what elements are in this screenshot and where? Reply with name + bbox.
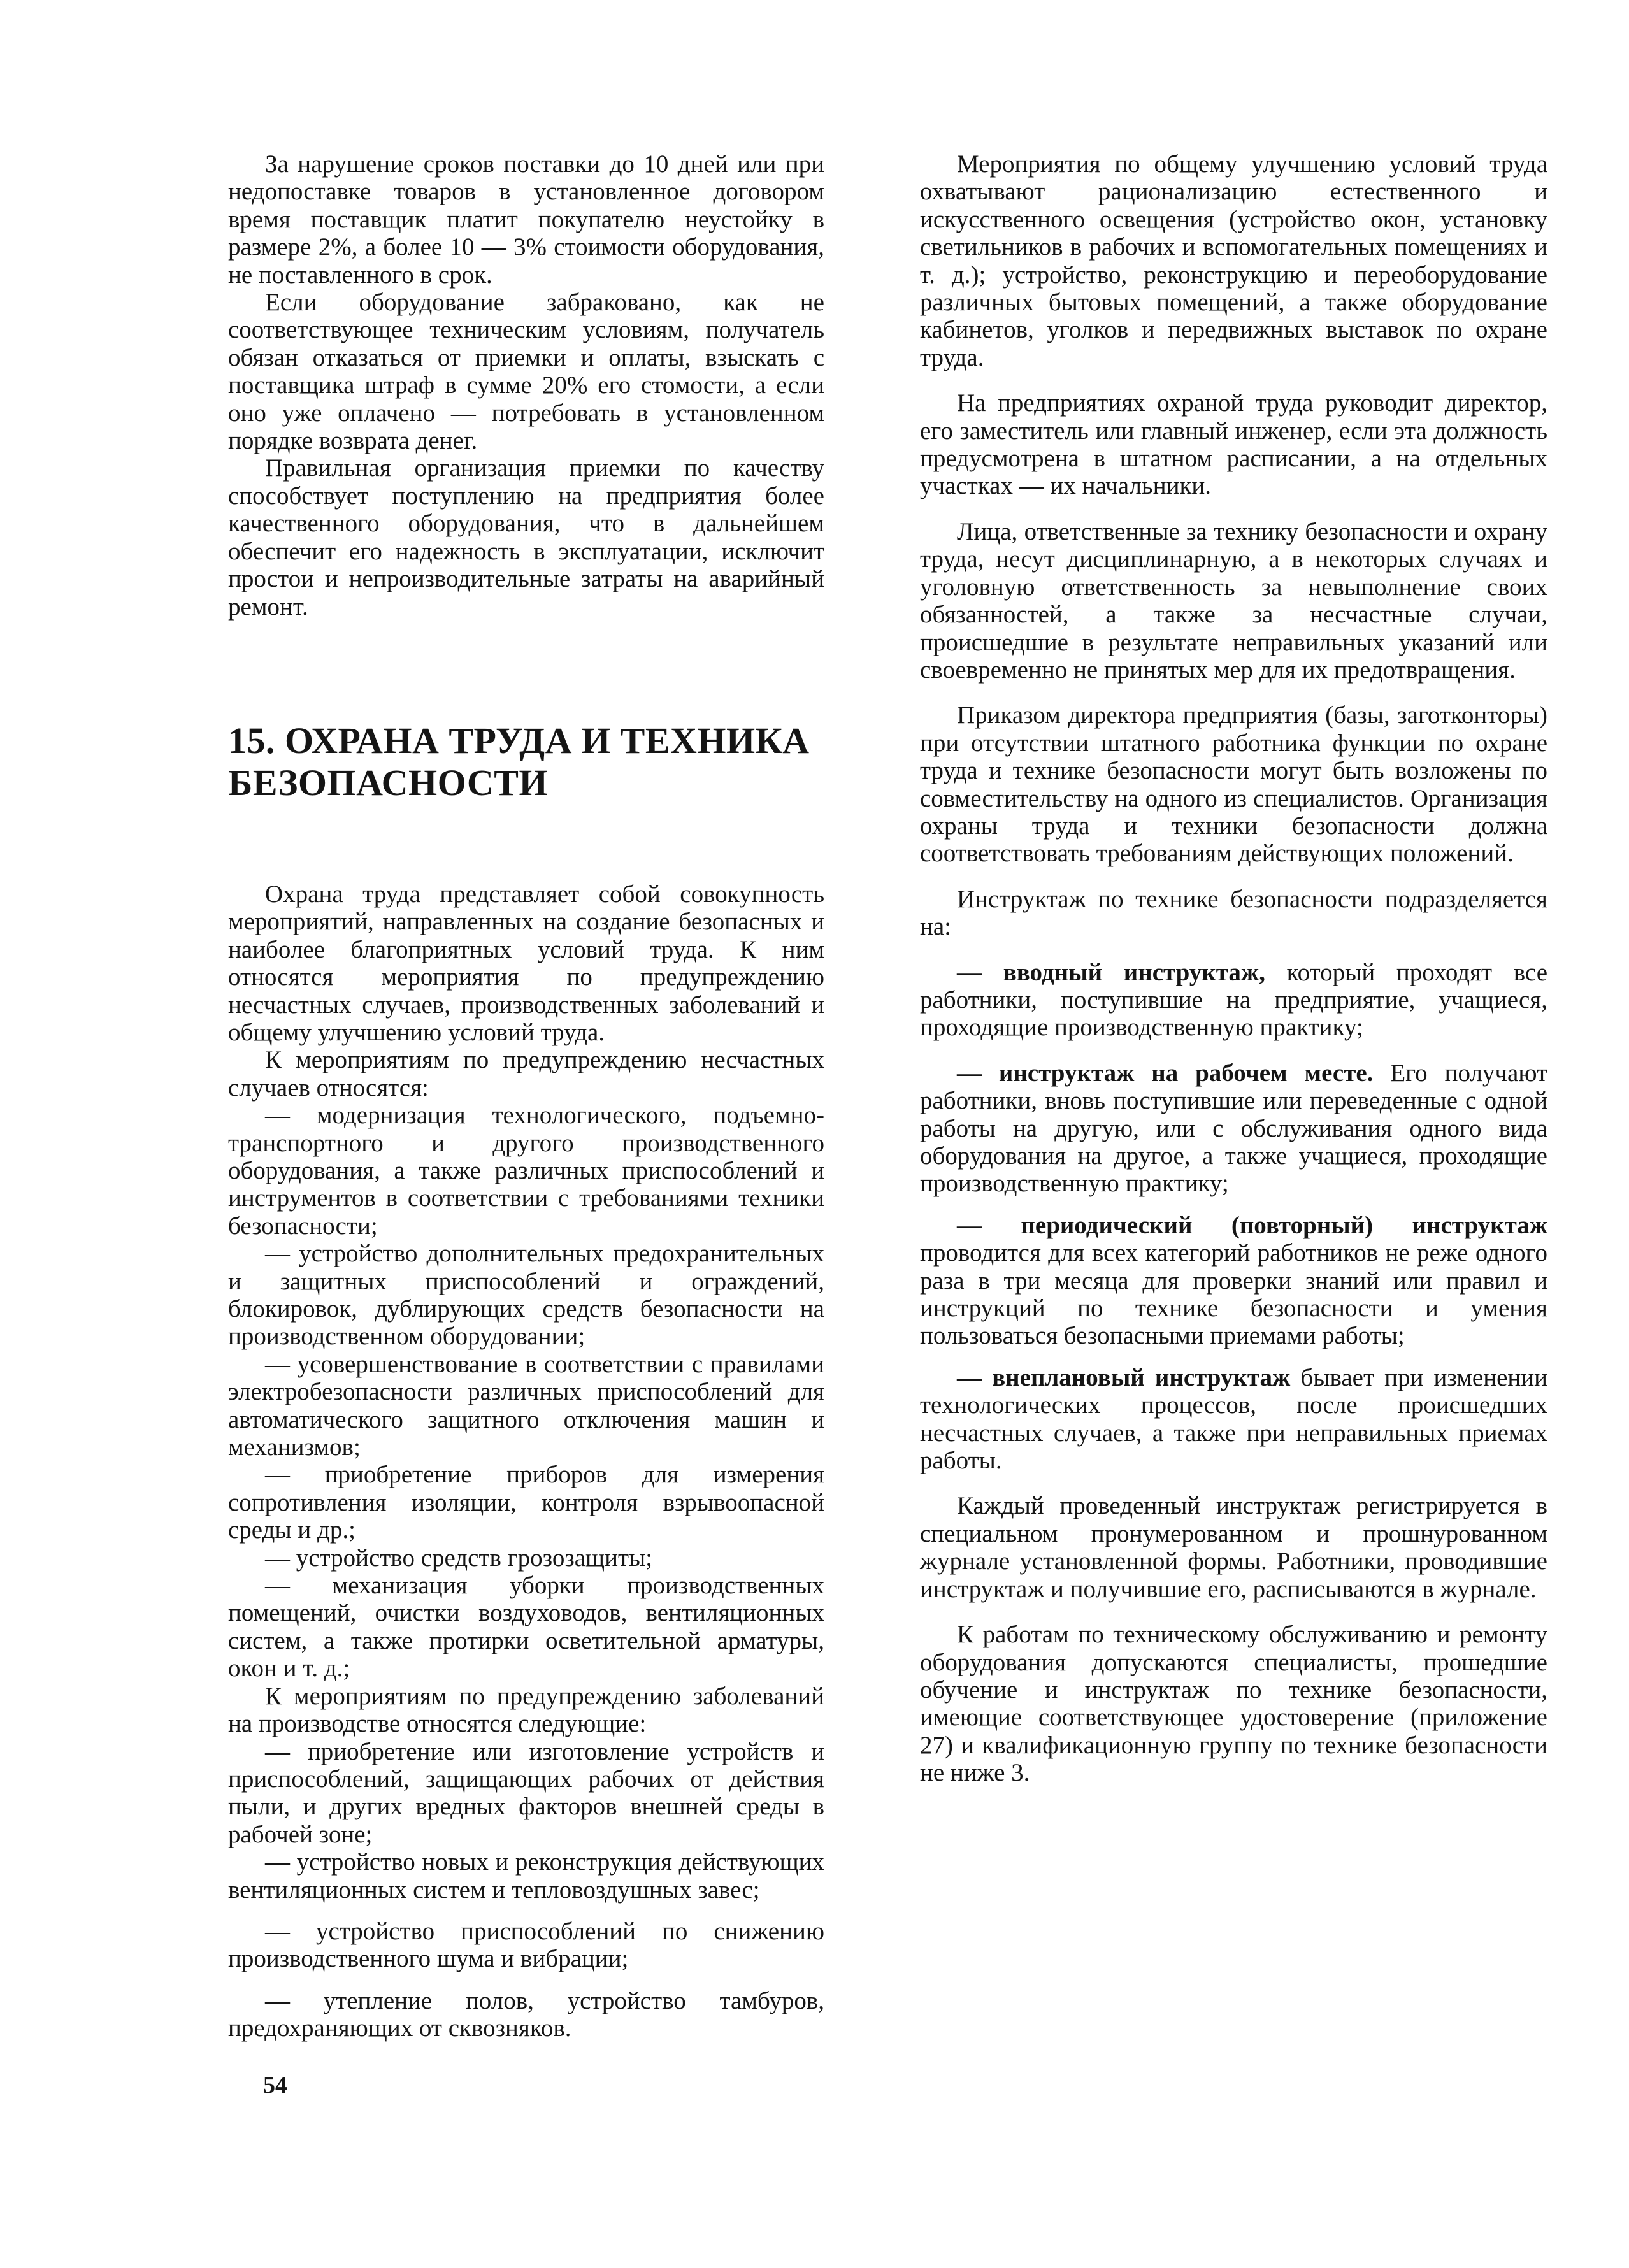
right-column <box>920 150 1547 1787</box>
list-item: — устройство новых и реконструкция действующих вентиляционных систем и тепловоздушных завес; <box>228 1848 824 1904</box>
paragraph: Инструктаж по технике безопасности подразделяется на: <box>920 885 1547 941</box>
briefing-item <box>920 1212 1547 1350</box>
paragraph: Приказом директора предприятия (базы, заготконторы) при отсутствии штатного работника функции по охране труда и технике безопасности могут быть возложены по совместительству на одного из специалистов. Организация охраны труда и техники безопасности должна соответствовать требованиям действующих положений. <box>920 701 1547 868</box>
briefing-item <box>920 1364 1547 1475</box>
briefing-term: — периодический (повторный) инструктаж <box>957 1211 1547 1239</box>
paragraph: Каждый проведенный инструктаж регистрируется в специальном пронумерованном и прошнурованном журнале установленной формы. Работники, проводившие инструктаж и получившие его, расписываются в журнале. <box>920 1492 1547 1603</box>
paragraph: К мероприятиям по предупреждению заболеваний на производстве относятся следующие: <box>228 1682 824 1738</box>
briefing-term: — инструктаж на рабочем месте. <box>957 1059 1374 1087</box>
briefing-text: который проходят все работники, поступившие на предприятие, учащиеся, проходящие производственную практику; <box>920 958 1547 1042</box>
list-item: — приобретение приборов для измерения сопротивления изоляции, контроля взрывоопасной среды и др.; <box>228 1461 824 1544</box>
briefing-term: — вводный инструктаж, <box>957 958 1265 986</box>
list-item: — устройство приспособлений по снижению производственного шума и вибрации; <box>228 1917 824 1973</box>
briefing-text: бывает при изменении технологических процессов, после происшедших несчастных случаев, а также при неправильных приемах работы. <box>920 1363 1547 1475</box>
section-heading <box>228 720 824 804</box>
section-heading-line1: 15. ОХРАНА ТРУДА И ТЕХНИКА <box>228 719 810 761</box>
page-number: 54 <box>263 2072 287 2099</box>
list-item: — усовершенствование в соответствии с правилами электробезопасности различных приспособлений для автоматического защитного отключения машин и механизмов; <box>228 1350 824 1461</box>
list-item: — устройство дополнительных предохранительных и защитных приспособлений и ограждений, блокировок, дублирующих средств безопасности на производственном оборудовании; <box>228 1240 824 1351</box>
paragraph: Правильная организация приемки по качеству способствует поступлению на предприятия более качественного оборудования, что в дальнейшем обеспечит его надежность в эксплуатации, исключит простои и непроизводительные затраты на аварийный ремонт. <box>228 454 824 621</box>
paragraph: Если оборудование забраковано, как не соответствующее техническим условиям, получатель обязан отказаться от приемки и оплаты, взыскать с поставщика штраф в сумме 20% его стомости, а если оно уже оплачено — потребовать в установленном порядке возврата денег. <box>228 289 824 455</box>
paragraph: Мероприятия по общему улучшению условий труда охватывают рационализацию естественного и искусственного освещения (устройство окон, установку светильников в рабочих и вспомогательных помещениях и т. д.); устройство, реконструкцию и переоборудование различных бытовых помещений, а также оборудование кабинетов, уголков и передвижных выставок по охране труда. <box>920 150 1547 371</box>
list-item: — механизация уборки производственных помещений, очистки воздуховодов, вентиляционных систем, а также протирки осветительной арматуры, окон и т. д.; <box>228 1572 824 1683</box>
briefing-item <box>920 959 1547 1042</box>
briefing-text: проводится для всех категорий работников не реже одного раза в три месяца для проверки знаний или правил и инструкций по технике безопасности и умения пользоваться безопасными приемами работы; <box>920 1239 1547 1350</box>
section-heading-line2: БЕЗОПАСНОСТИ <box>228 761 549 803</box>
paragraph: К работам по техническому обслуживанию и ремонту оборудования допускаются специалисты, прошедшие обучение и инструктаж по технике безопасности, имеющие соответствующее удостоверение (приложение 27) и квалификационную группу по технике безопасности не ниже 3. <box>920 1621 1547 1787</box>
briefing-item <box>920 1059 1547 1198</box>
paragraph: Охрана труда представляет собой совокупность мероприятий, направленных на создание безопасных и наиболее благоприятных условий труда. К ним относятся мероприятия по предупреждению несчастных случаев, производственных заболеваний и общему улучшению условий труда. <box>228 880 824 1046</box>
paragraph: На предприятиях охраной труда руководит директор, его заместитель или главный инженер, если эта должность предусмотрена в штатном расписании, а на отдельных участках — их начальники. <box>920 389 1547 500</box>
list-item: — приобретение или изготовление устройств и приспособлений, защищающих рабочих от действия пыли, и других вредных факторов внешней среды в рабочей зоне; <box>228 1737 824 1848</box>
left-column <box>228 150 824 2042</box>
paragraph: К мероприятиям по предупреждению несчастных случаев относятся: <box>228 1046 824 1102</box>
paragraph: За нарушение сроков поставки до 10 дней или при недопоставке товаров в установленное договором время поставщик платит покупателю неустойку в размере 2%, а более 10 — 3% стоимости оборудования, не поставленного в срок. <box>228 150 824 289</box>
list-item: — модернизация технологического, подъемно-транспортного и другого производственного оборудования, а также различных приспособлений и инструментов в соответствии с требованиями техники безопасности; <box>228 1102 824 1240</box>
briefing-text: Его получают работники, вновь поступившие или переведенные с одной работы на другую, или с обслуживания одного вида оборудования на другое, а также учащиеся, проходящие производственную практику; <box>920 1059 1547 1198</box>
paragraph: Лица, ответственные за технику безопасности и охрану труда, несут дисциплинарную, а в некоторых случаях и уголовную ответственность за невыполнение своих обязанностей, а также за несчастные случаи, происшедшие в результате неправильных указаний или своевременно не принятых мер для их предотвращения. <box>920 517 1547 684</box>
briefing-term: — внеплановый инструктаж <box>957 1363 1291 1391</box>
list-item: — утепление полов, устройство тамбуров, предохраняющих от сквозняков. <box>228 1986 824 2042</box>
list-item: — устройство средств грозозащиты; <box>265 1544 653 1572</box>
